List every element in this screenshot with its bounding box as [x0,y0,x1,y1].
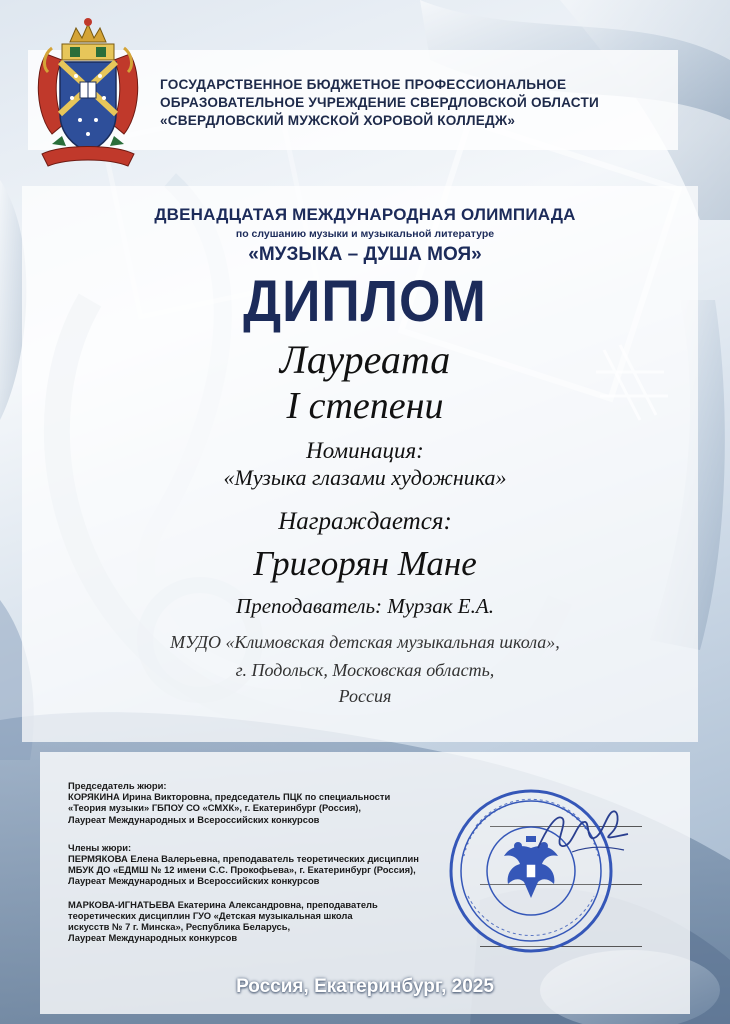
jury-member-2-line-2: теоретических дисциплин ГУО «Детская музыкальная школа [68,909,353,921]
jury-chair-line-1: КОРЯКИНА Ирина Викторовна, председатель ПЦК по специальности [68,791,391,803]
school-country: Россия [338,686,392,706]
olympiad-subtitle: по слушанию музыки и музыкальной литературе [235,228,495,240]
jury-chair-label: Председатель жюри: [68,780,167,791]
teacher-name: Преподаватель: Мурзак Е.А. [236,594,494,618]
diploma-heading: ДИПЛОМ [243,269,487,334]
olympiad-name: «МУЗЫКА – ДУША МОЯ» [248,244,482,265]
organization-line-1: ГОСУДАРСТВЕННОЕ БЮДЖЕТНОЕ ПРОФЕССИОНАЛЬНОЕ [160,77,567,92]
jury-member-1-line-1: ПЕРМЯКОВА Елена Валерьевна, преподаватель теоретических дисциплин [68,853,419,865]
olympiad-title: ДВЕНАДЦАТАЯ МЕЖДУНАРОДНАЯ ОЛИМПИАДА [154,205,576,224]
laureate-title: Лауреата [279,337,451,382]
jury-chair-line-2: «Теория музыки» ГБПОУ СО «СМХК», г. Екатеринбург (Россия), [68,802,362,814]
jury-member-1-line-3: Лауреат Международных и Всероссийских конкурсов [68,875,320,887]
jury-member-2-line-1: МАРКОВА-ИГНАТЬЕВА Екатерина Александровна, преподаватель [68,898,378,910]
heraldic-crest-icon [32,14,144,174]
handwritten-signature-icon [532,800,632,860]
jury-member-2-line-3: искусств № 7 г. Минска», Республика Беларусь, [68,921,291,933]
jury-list [68,780,488,943]
jury-member-1-line-2: МБУК ДО «ЕДМШ № 12 имени С.С. Прокофьева», г. Екатеринбург (Россия), [68,864,416,876]
nomination-value: «Музыка глазами художника» [223,465,507,490]
organization-line-2: ОБРАЗОВАТЕЛЬНОЕ УЧРЕЖДЕНИЕ СВЕРДЛОВСКОЙ ОБЛАСТИ [160,95,599,110]
organization-name [160,76,680,130]
degree-title: I степени [286,385,444,427]
awarded-label: Награждается: [278,508,452,535]
awardee-name: Григорян Мане [253,544,477,583]
footer-place-year: Россия, Екатеринбург, 2025 [236,976,494,997]
jury-member-2-line-4: Лауреат Международных конкурсов [68,932,238,944]
jury-chair-line-3: Лауреат Международных и Всероссийских конкурсов [68,813,320,825]
school-name: МУДО «Климовская детская музыкальная школа», [170,632,560,652]
school-city: г. Подольск, Московская область, [235,660,495,680]
organization-line-3: «СВЕРДЛОВСКИЙ МУЖСКОЙ ХОРОВОЙ КОЛЛЕДЖ» [160,113,516,128]
jury-members-label: Члены жюри: [68,841,132,853]
nomination-label: Номинация: [306,438,424,463]
